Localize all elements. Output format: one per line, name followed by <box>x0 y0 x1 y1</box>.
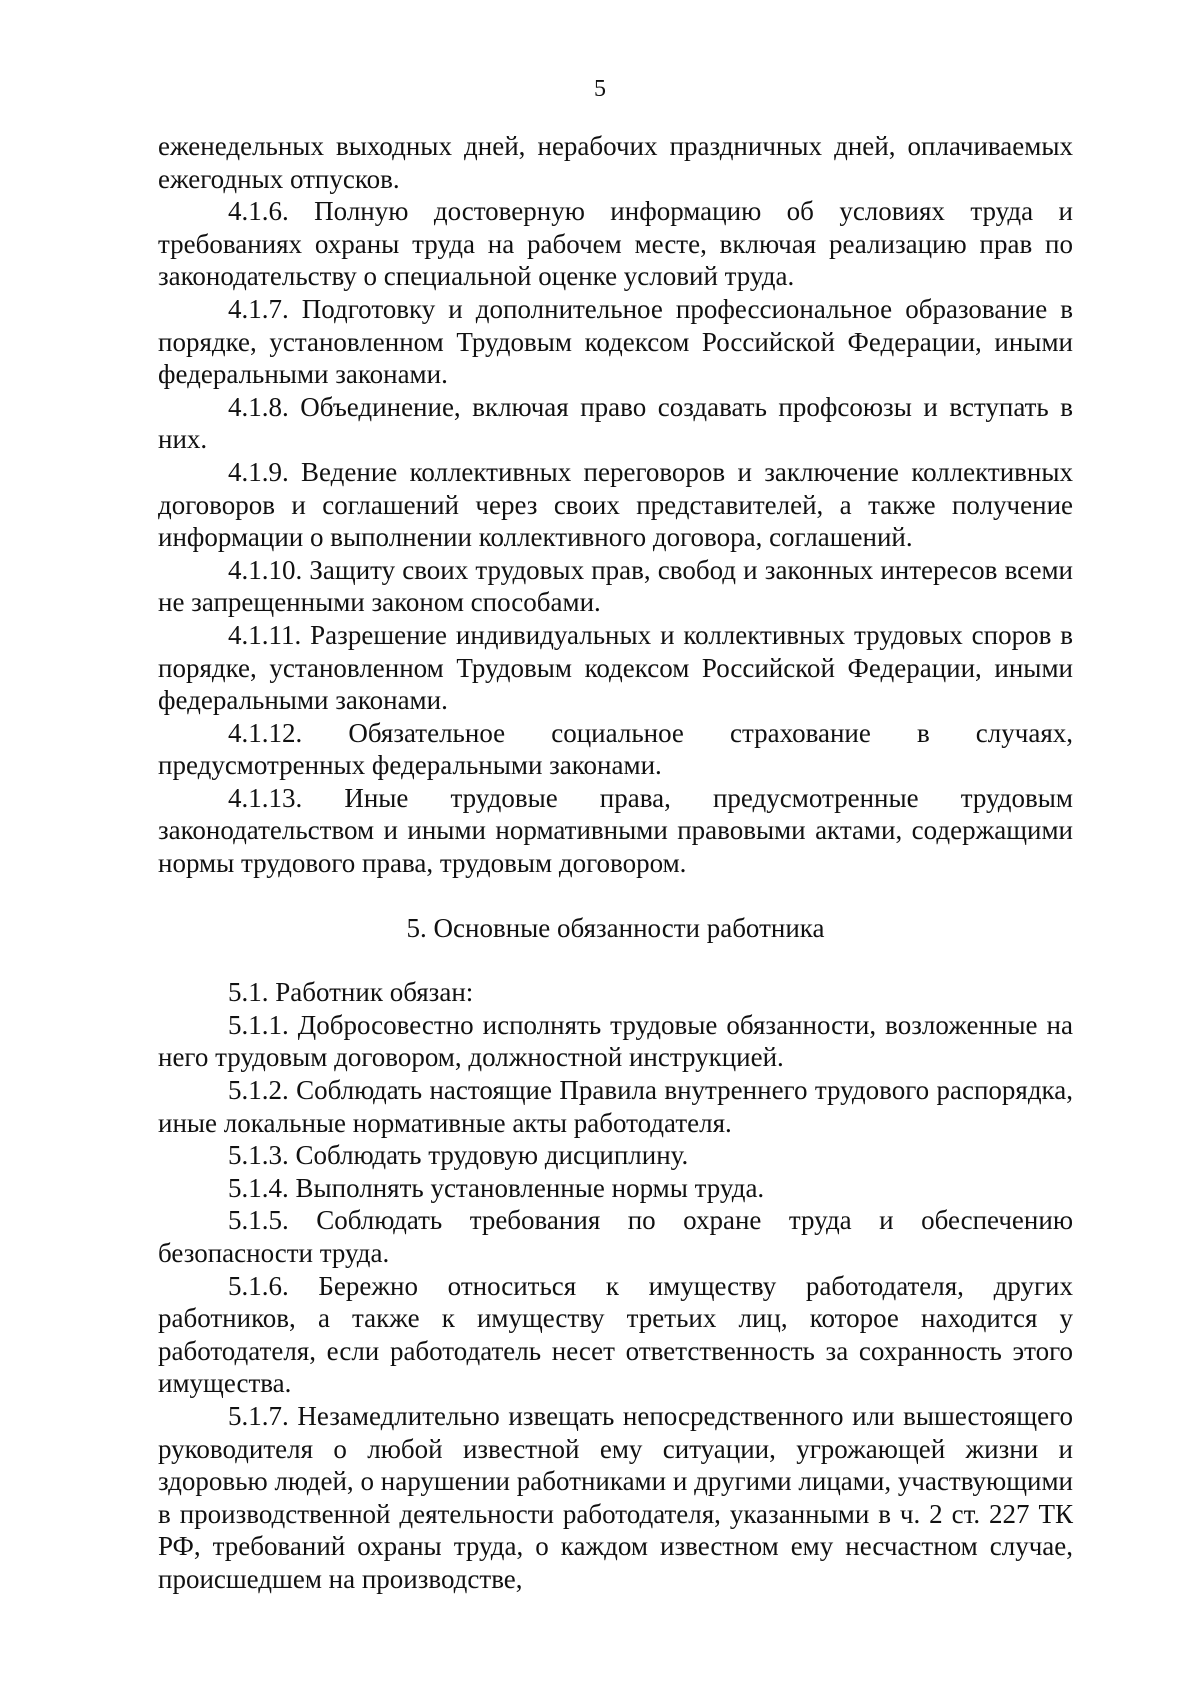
document-body <box>158 130 1073 1596</box>
paragraph-5-1-2: 5.1.2. Соблюдать настоящие Правила внутреннего трудового распорядка, иные локальные нормативные акты работодателя. <box>158 1075 1073 1138</box>
paragraph-continuation: еженедельных выходных дней, нерабочих праздничных дней, оплачиваемых ежегодных отпусков. <box>158 131 1073 194</box>
paragraph-4-1-7: 4.1.7. Подготовку и дополнительное профессиональное образование в порядке, установленном Трудовым кодексом Российской Федерации, иными федеральными законами. <box>158 293 1073 390</box>
paragraph-5-1: 5.1. Работник обязан: <box>228 977 474 1008</box>
paragraph-4-1-13: 4.1.13. Иные трудовые права, предусмотренные трудовым законодательством и иными нормативными правовыми актами, содержащими нормы трудового права, трудовым договором. <box>158 782 1073 879</box>
paragraph-4-1-9: 4.1.9. Ведение коллективных переговоров и заключение коллективных договоров и соглашений через своих представителей, а также получение информации о выполнении коллективного договора, соглашений. <box>158 456 1073 553</box>
section-heading: 5. Основные обязанности работника <box>406 912 825 943</box>
paragraph-5-1-1: 5.1.1. Добросовестно исполнять трудовые обязанности, возложенные на него трудовым договором, должностной инструкцией. <box>158 1009 1073 1073</box>
paragraph-5-1-5: 5.1.5. Соблюдать требования по охране труда и обеспечению безопасности труда. <box>158 1205 1073 1268</box>
paragraph-4-1-11: 4.1.11. Разрешение индивидуальных и коллективных трудовых споров в порядке, установленном Трудовым кодексом Российской Федерации, иными федеральными законами. <box>158 619 1073 716</box>
page-number: 5 <box>594 76 606 102</box>
paragraph-5-1-4: 5.1.4. Выполнять установленные нормы труда. <box>228 1172 765 1203</box>
paragraph-5-1-7: 5.1.7. Незамедлительно извещать непосредственного или вышестоящего руководителя о любой известной ему ситуации, угрожающей жизни и здоровью людей, о нарушении работниками и другими лицами, участвующими в производственной деятельности работодателя, указанными в ч. 2 ст. 227 ТК РФ, требований охраны труда, о каждом известном ему несчастном случае, происшедшем на производстве, <box>158 1400 1073 1594</box>
paragraph-4-1-6: 4.1.6. Полную достоверную информацию об условиях труда и требованиях охраны труда на рабочем месте, включая реализацию прав по законодательству о специальной оценке условий труда. <box>158 196 1073 292</box>
paragraph-5-1-6: 5.1.6. Бережно относиться к имуществу работодателя, других работников, а также к имуществу третьих лиц, которое находится у работодателя, если работодатель несет ответственность за сохранность этого имущества. <box>158 1270 1073 1399</box>
paragraph-4-1-8: 4.1.8. Объединение, включая право создавать профсоюзы и вступать в них. <box>158 391 1073 455</box>
paragraph-5-1-3: 5.1.3. Соблюдать трудовую дисциплину. <box>228 1140 689 1171</box>
paragraph-4-1-10: 4.1.10. Защиту своих трудовых прав, свобод и законных интересов всеми не запрещенными законом способами. <box>158 554 1073 618</box>
paragraph-4-1-12: 4.1.12. Обязательное социальное страхование в случаях, предусмотренных федеральными законами. <box>158 717 1073 781</box>
